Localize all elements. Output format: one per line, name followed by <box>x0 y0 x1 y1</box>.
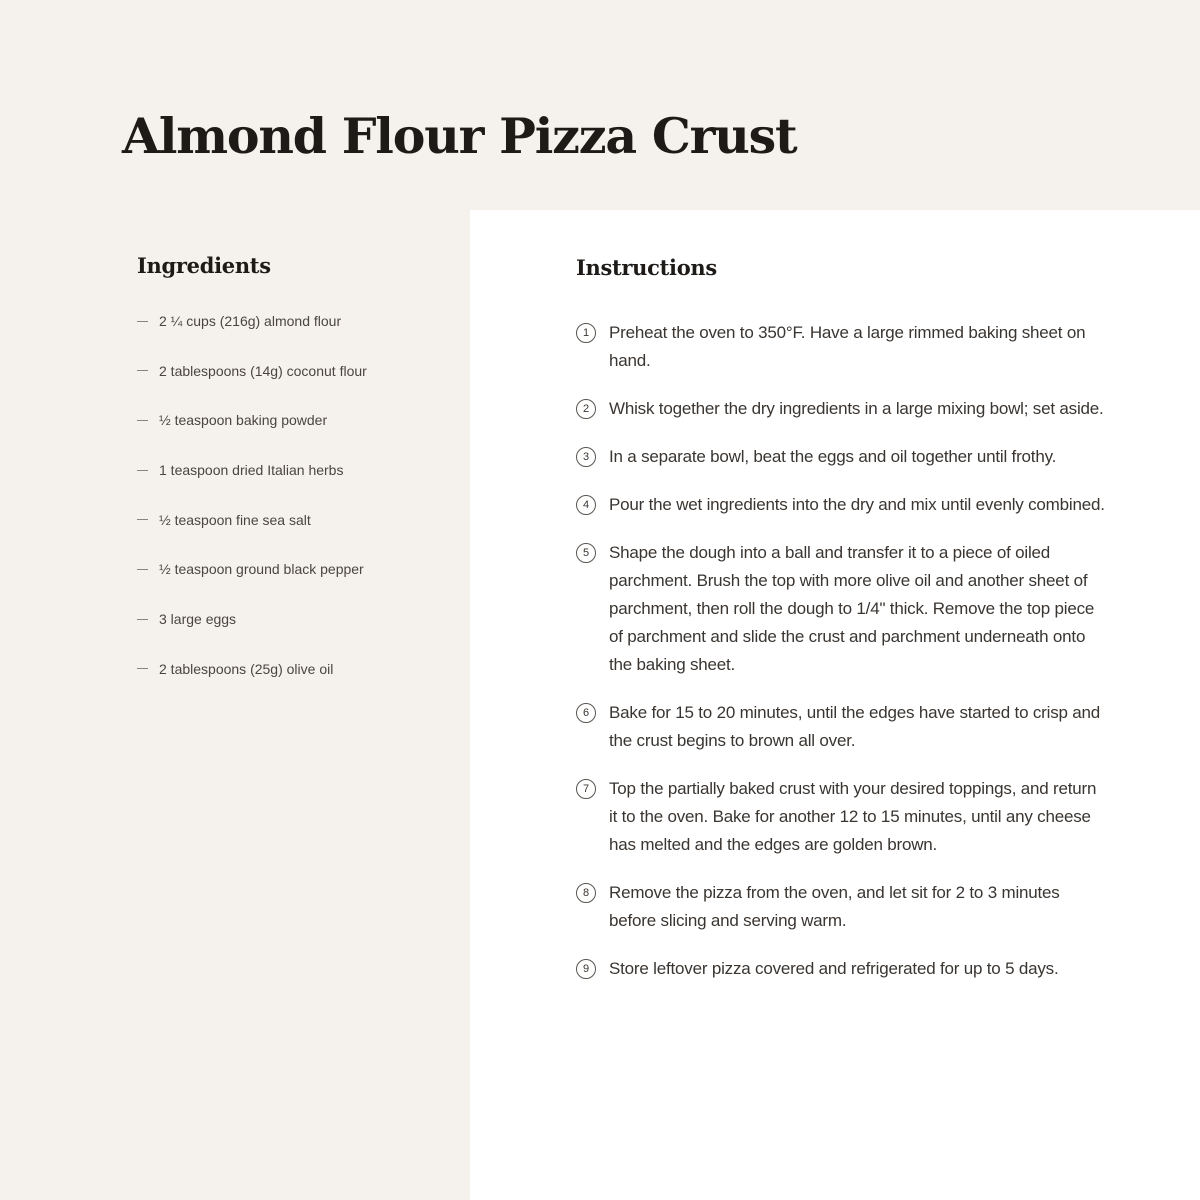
ingredient-item <box>137 308 367 334</box>
step-item <box>576 879 1106 935</box>
dash-icon <box>137 619 148 620</box>
ingredient-text: 2 tablespoons (14g) coconut flour <box>159 362 367 379</box>
step-item <box>576 775 1106 859</box>
step-text: Pour the wet ingredients into the dry and mix until evenly combined. <box>609 495 1105 514</box>
step-text: Whisk together the dry ingredients in a large mixing bowl; set aside. <box>609 399 1104 418</box>
instructions-heading: Instructions <box>576 255 717 280</box>
dash-icon <box>137 321 148 322</box>
ingredient-item <box>137 606 367 632</box>
step-number-badge: 3 <box>576 447 596 467</box>
ingredient-text: ½ teaspoon fine sea salt <box>159 511 311 528</box>
ingredient-item <box>137 507 367 533</box>
dash-icon <box>137 470 148 471</box>
step-text: Shape the dough into a ball and transfer it to a piece of oiled parchment. Brush the top with more olive oil and another sheet of parchment, then roll the dough to 1/4" thick. Remove the top piece of parchment and slide the crust and parchment underneath onto the baking sheet. <box>609 543 1095 674</box>
dash-icon <box>137 569 148 570</box>
ingredient-text: ½ teaspoon ground black pepper <box>159 561 364 578</box>
step-number-badge: 7 <box>576 779 596 799</box>
step-number-badge: 8 <box>576 883 596 903</box>
ingredient-list <box>137 308 367 706</box>
step-item <box>576 319 1106 375</box>
step-number-badge: 6 <box>576 703 596 723</box>
step-item <box>576 395 1106 423</box>
step-number-badge: 9 <box>576 959 596 979</box>
step-item <box>576 699 1106 755</box>
dash-icon <box>137 519 148 520</box>
ingredients-heading: Ingredients <box>137 253 271 278</box>
step-item <box>576 539 1106 679</box>
step-item <box>576 491 1106 519</box>
step-item <box>576 443 1106 471</box>
ingredient-text: ½ teaspoon baking powder <box>159 412 328 429</box>
ingredient-text: 2 tablespoons (25g) olive oil <box>159 660 334 677</box>
step-number-badge: 1 <box>576 323 596 343</box>
ingredient-text: 3 large eggs <box>159 611 237 628</box>
ingredient-item <box>137 457 367 483</box>
ingredient-item <box>137 656 367 682</box>
step-list <box>576 319 1106 1003</box>
step-item <box>576 955 1106 983</box>
step-number-badge: 4 <box>576 495 596 515</box>
step-text: Store leftover pizza covered and refrigerated for up to 5 days. <box>609 959 1059 978</box>
dash-icon <box>137 370 148 371</box>
dash-icon <box>137 668 148 669</box>
recipe-title: Almond Flour Pizza Crust <box>122 107 797 165</box>
ingredient-item <box>137 556 367 582</box>
dash-icon <box>137 420 148 421</box>
step-text: Preheat the oven to 350°F. Have a large rimmed baking sheet on hand. <box>609 323 1086 370</box>
step-text: Bake for 15 to 20 minutes, until the edges have started to crisp and the crust begins to brown all over. <box>609 703 1101 750</box>
ingredient-text: 2 ¼ cups (216g) almond flour <box>159 313 342 329</box>
step-text: Top the partially baked crust with your desired toppings, and return it to the oven. Bake for another 12 to 15 minutes, until any cheese has melted and the edges are golden brown. <box>609 779 1097 854</box>
ingredient-item <box>137 407 367 433</box>
step-text: In a separate bowl, beat the eggs and oil together until frothy. <box>609 447 1057 466</box>
ingredient-text: 1 teaspoon dried Italian herbs <box>159 462 344 479</box>
step-text: Remove the pizza from the oven, and let sit for 2 to 3 minutes before slicing and serving warm. <box>609 883 1060 930</box>
step-number-badge: 5 <box>576 543 596 563</box>
ingredient-item <box>137 358 367 384</box>
step-number-badge: 2 <box>576 399 596 419</box>
